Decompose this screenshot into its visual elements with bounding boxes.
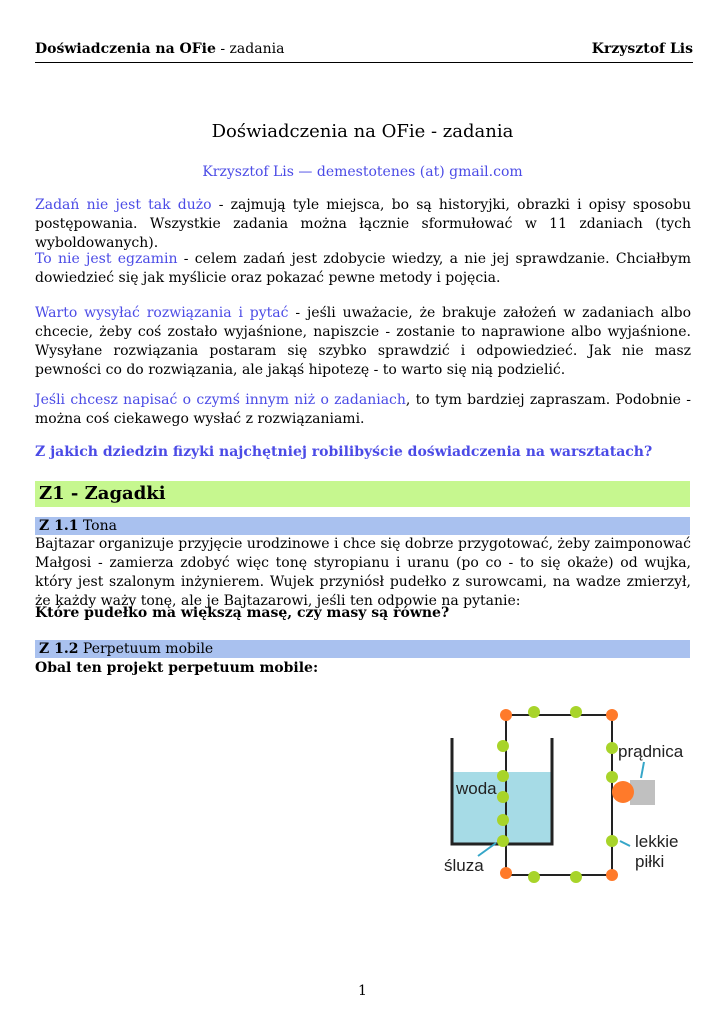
water-label: woda [456,779,497,798]
intro-paragraph-3 [35,304,691,380]
ball [497,740,509,752]
running-header [35,41,693,61]
balls-pointer [620,841,630,846]
ball [606,709,618,721]
author-line: Krzysztof Lis — demestotenes (at) gmail.com [202,164,523,180]
ball [500,709,512,721]
ball [606,771,618,783]
task-heading-1 [35,517,690,535]
ball [570,871,582,883]
header-left-rest: - zadania [215,41,285,57]
header-left-bold: Doświadczenia na OFie [35,41,216,57]
intro-text-3: - jeśli uważacie, że brakuje założeń w zadaniach albo chcecie, żeby coś zostało wyjaśnione, napiszcie - zostanie to naprawione albo wyjaśnione. Wysyłane rozwiązania postaram się szybko sprawdzić i odpowiedzieć. Jak nie masz pewności co do rozwiązania, ale jakąś hipotezę - to warto się nią podzielić. [35,305,691,378]
intro-text-2: - celem zadań jest zdobycie wiedzy, a nie jej sprawdzanie. Chciałbym dowiedzieć się jak myślicie oraz pokazać pewne metody i pojęcia. [35,251,691,286]
ball [497,814,509,826]
intro-paragraph-2 [35,250,691,288]
task-name-2: Perpetuum mobile [82,641,214,657]
ball [606,742,618,754]
intro-paragraph-1 [35,196,691,253]
lock-label: śluza [444,856,484,875]
intro-lead-2: To nie jest egzamin [35,251,178,267]
ball [497,791,509,803]
task-body-1: Bajtazar organizuje przyjęcie urodzinowe i chce się dobrze przygotować, żeby zaimponować Małgosi - zamierza zdobyć więc tonę styropianu i uranu (po co - to się okaże) od wujka, który jest szalonym inżynierem. Wujek przyniósł pudełko z surowcami, na wadze zmierzył, że każdy waży tonę, ale je Bajtazarowi, jeśli ten odpowie na pytanie: [35,536,691,609]
generator-label: prądnica [618,742,684,761]
intro-text-1: - zajmują tyle miejsca, bo są historyjki, obrazki i opisy sposobu postępowania. Wszystkie zadania można łącznie sformułować w 11 zdaniach (tych wyboldowanych). [35,197,692,251]
header-left [35,41,284,57]
ball [606,869,618,881]
workshop-question: Z jakich dziedzin fizyki najchętniej robilibyście doświadczenia na warsztatach? [35,444,653,460]
task-question-1: Które pudełko ma większą masę, czy masy są równe? [35,605,450,621]
ball [570,706,582,718]
balls-label-2: piłki [635,852,665,871]
section-heading: Z1 - Zagadki [35,481,690,507]
task-name-1: Tona [82,518,117,534]
task-number-1: Z 1.1 [39,518,79,534]
intro-lead-4: Jeśli chcesz napisać o czymś innym niż o zadaniach [35,392,406,408]
ball [500,867,512,879]
intro-paragraph-4 [35,391,691,429]
generator-wheel [612,781,634,803]
generator-pointer [641,762,644,778]
ball [606,835,618,847]
header-right: Krzysztof Lis [591,41,693,57]
task-heading-2 [35,640,690,658]
task-number-2: Z 1.2 [39,641,79,657]
ball [497,835,509,847]
page-number: 1 [358,983,367,999]
task-question-2: Obal ten projekt perpetuum mobile: [35,660,319,676]
balls-label-1: lekkie [635,832,679,851]
figure-svg [430,700,690,900]
intro-lead-1: Zadań nie jest tak dużo [35,197,212,213]
ball [528,871,540,883]
header-rule [35,62,693,63]
ball [528,706,540,718]
ball [497,770,509,782]
intro-lead-3: Warto wysyłać rozwiązania i pytać [35,305,289,321]
intro-text-4: , to tym bardziej zapraszam. Podobnie - można coś ciekawego wysłać z rozwiązaniami. [35,392,691,427]
page-title: Doświadczenia na OFie - zadania [211,121,514,142]
perpetuum-mobile-figure [430,700,690,900]
